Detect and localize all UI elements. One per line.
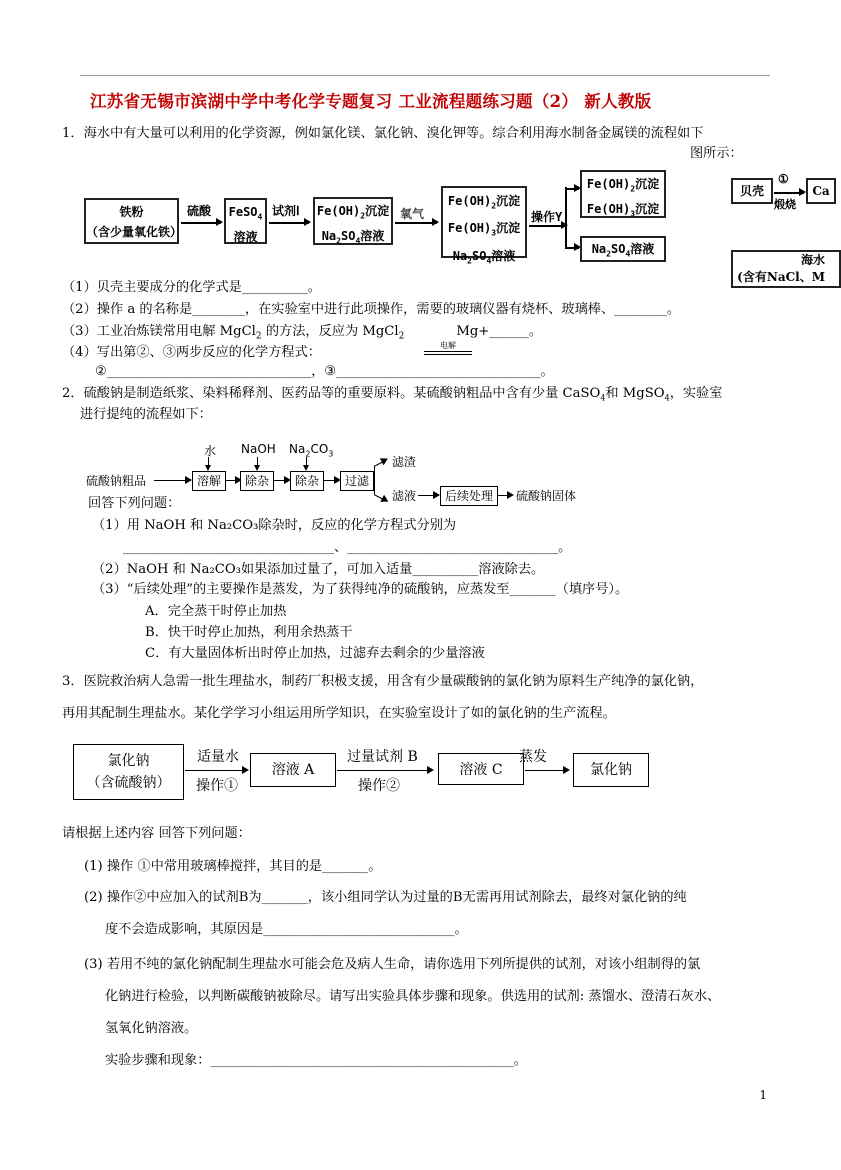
q2-answer-intro: 回答下列问题： xyxy=(88,496,181,511)
reagent-b-label: 过量试剂 B xyxy=(347,749,418,765)
q1-part-1: （1）贝壳主要成分的化学式是__________。 xyxy=(62,280,321,295)
q3-intro-2: 再用其配制生理盐水。某化学学习小组运用所学知识，在实验室设计了如的氯化钠的生产流程。 xyxy=(62,706,616,721)
q1-part-3: （3）工业冶炼镁常用电解 MgCl$_2$ 的方法，反应为 MgCl$_2$ Mg+______。 xyxy=(62,324,543,342)
oxygen-label: 氧气 xyxy=(400,207,425,221)
arrow-shell xyxy=(774,192,804,194)
arrow-5a xyxy=(565,188,579,190)
q2-intro-2: 进行提纯的流程如下： xyxy=(80,407,212,422)
arrow-4 xyxy=(529,225,566,227)
feoh2-row: $Fe(OH)_2$沉淀 xyxy=(447,194,521,211)
naoh-arrow xyxy=(257,457,258,469)
op-y-label: 操作Y xyxy=(531,210,563,224)
water-label: 水 xyxy=(204,444,217,458)
q2-arrow-1 xyxy=(154,480,190,481)
page-number: 1 xyxy=(759,1088,767,1102)
q3-arrow-3 xyxy=(525,770,568,771)
calcine-label: 煅烧 xyxy=(774,198,796,211)
split-line xyxy=(565,187,567,247)
q2-option-c: C．有大量固体析出时停止加热，过滤弃去剩余的少量溶液 xyxy=(145,646,485,661)
feoh-mixed-box xyxy=(441,186,527,266)
na2co3-arrow xyxy=(306,457,307,469)
q3-part-3c: 氢氧化钠溶液。 xyxy=(105,1021,198,1036)
feoh2-ppt-label: $Fe(OH)_2$沉淀 xyxy=(316,204,390,221)
sulfuric-label: 硫酸 xyxy=(187,204,212,218)
iron-label: 铁粉 xyxy=(119,205,144,219)
q2-part-2: （2）NaOH 和 Na₂CO₃如果添加过量了，可加入适量__________溶液除去。 xyxy=(92,562,545,577)
reagent-i-label: 试剂Ⅰ xyxy=(272,204,300,218)
filtrate-label: 滤液 xyxy=(392,489,417,503)
iron-box xyxy=(84,198,183,244)
q2-arrow-5 xyxy=(418,495,438,496)
q3-part-3: (3) 若用不纯的氯化钠配制生理盐水可能会危及病人生命，请你选用下列所提供的试剂，对该小组制得的氯 xyxy=(84,957,701,972)
feoh2-box xyxy=(313,197,393,245)
water-label: 适量水 xyxy=(197,749,239,765)
ppt-feoh3: $Fe(OH)_3$沉淀 xyxy=(586,202,660,219)
q2-intro: 2．硫酸钠是制造纸浆、染料稀释剂、医药品等的重要原料。某硫酸钠粗品中含有少量 CaSO$_4$和 MgSO$_4$，实验室 xyxy=(62,386,723,403)
q2-part-3: （3）“后续处理”的主要操作是蒸发，为了获得纯净的硫酸钠，应蒸发至_______（填序号）。 xyxy=(92,582,629,597)
na2so4-sol-label: $Na_2SO_4$溶液 xyxy=(321,229,385,246)
electrolysis-line xyxy=(424,354,472,355)
evap-label: 蒸发 xyxy=(519,749,547,765)
na2co3-label: $Na_2CO_3$ xyxy=(289,442,334,459)
ppt-feoh2: $Fe(OH)_2$沉淀 xyxy=(586,177,660,194)
ca-box: Ca xyxy=(806,178,836,204)
shell-box: 贝壳 xyxy=(731,178,773,204)
q2-arrow-4 xyxy=(324,480,339,481)
electrolysis-label: 电解 xyxy=(424,340,472,352)
seawater-box xyxy=(731,250,841,288)
arrow-5b xyxy=(565,247,579,249)
q2-arrow-up xyxy=(374,459,387,466)
seawater-label: 海水 xyxy=(800,253,825,267)
q2-arrow-3 xyxy=(274,480,289,481)
nacl-product-box: 氯化钠 xyxy=(573,753,649,787)
feso4-label: FeSO$_4$ xyxy=(228,205,263,222)
op1-label: 操作① xyxy=(196,778,238,794)
water-arrow xyxy=(208,457,209,469)
dissolve-box: 溶解 xyxy=(192,471,226,491)
header-rule xyxy=(80,75,770,76)
arrow-2 xyxy=(269,222,309,224)
arrow-1 xyxy=(181,222,221,224)
q3-part-3d: 实验步骤和现象：______________________________________________。 xyxy=(105,1053,527,1068)
nacl-raw-label: 氯化钠 xyxy=(107,753,150,769)
q2-split xyxy=(374,466,375,494)
q2-arrow-6 xyxy=(498,495,512,496)
post-box: 后续处理 xyxy=(440,486,498,506)
q1-part-4-line: ②_______________________________，③_______________________________。 xyxy=(95,364,554,379)
circle1-label: ① xyxy=(778,172,789,186)
nacl-raw-sub-label: （含硫酸钠） xyxy=(86,775,171,791)
residue-label: 滤渣 xyxy=(392,455,417,469)
filter-box: 过滤 xyxy=(340,471,374,491)
q1-part-4: （4）写出第②、③两步反应的化学方程式： xyxy=(62,345,321,360)
sol-c-box: 溶液 C xyxy=(438,753,524,785)
na2so4-row: $Na_2SO_4$溶液 xyxy=(452,248,516,266)
remove2-box: 除杂 xyxy=(290,471,324,491)
nacl-raw-box xyxy=(73,744,184,800)
q3-arrow-1 xyxy=(185,770,247,771)
crude-label: 硫酸钠粗品 xyxy=(86,474,147,488)
remove1-box: 除杂 xyxy=(240,471,274,491)
na2so4-box: $Na_2SO_4$溶液 xyxy=(580,236,666,262)
page-title: 江苏省无锡市滨湖中学中考化学专题复习 工业流程题练习题（2） 新人教版 xyxy=(90,92,652,111)
iron-sub-label: （含少量氧化铁） xyxy=(86,225,183,239)
q2-option-a: A．完全蒸干时停止加热 xyxy=(145,604,287,619)
op2-label: 操作② xyxy=(358,778,400,794)
q1-intro-2: 图所示： xyxy=(690,146,743,161)
sol-a-box: 溶液 A xyxy=(250,753,336,787)
naoh-label: NaOH xyxy=(241,442,276,456)
q3-part-2b: 度不会造成影响，其原因是_____________________________。 xyxy=(105,922,468,937)
q2-arrow-down xyxy=(374,494,387,501)
q3-part-3b: 化钠进行检验，以判断碳酸钠被除尽。请写出实验具体步骤和现象。供选用的试剂: 蒸馏水、澄清石灰水、 xyxy=(105,989,721,1004)
q2-option-b: B．快干时停止加热，利用余热蒸干 xyxy=(145,625,353,640)
q3-intro: 3．医院救治病人急需一批生理盐水，制药厂积极支援，用含有少量碳酸钠的氯化钠为原料生产纯净的氯化钠， xyxy=(62,674,704,689)
q3-answer-intro: 请根据上述内容 回答下列问题： xyxy=(62,826,251,841)
feso4-box xyxy=(224,198,267,244)
arrow-3 xyxy=(395,222,437,224)
seawater-sub-label: (含有NaCl、M xyxy=(737,270,825,284)
q1-intro: 1．海水中有大量可以利用的化学资源，例如氯化镁、氯化钠、溴化钾等。综合利用海水制备金属镁的流程如下 xyxy=(62,126,704,141)
q1-part-2: （2）操作 a 的名称是________，在实验室中进行此项操作，需要的玻璃仪器有烧杯、玻璃棒、________。 xyxy=(62,302,681,317)
q2-part-1-line: ________________________________、________________________________。 xyxy=(123,540,572,555)
feoh3-row: $Fe(OH)_3$沉淀 xyxy=(447,221,521,238)
q3-part-1: (1) 操作 ①中常用玻璃棒搅拌，其目的是_______。 xyxy=(84,859,382,874)
q2-part-1: （1）用 NaOH 和 Na₂CO₃除杂时，反应的化学方程式分别为 xyxy=(92,518,457,533)
q2-arrow-2 xyxy=(226,480,240,481)
feso4-sol-label: 溶液 xyxy=(233,230,258,245)
q3-arrow-2 xyxy=(337,770,432,771)
q3-part-2: (2) 操作②中应加入的试剂B为_______，该小组同学认为过量的B无需再用试剂除去，最终对氯化钠的纯 xyxy=(84,890,687,905)
solid-label: 硫酸钠固体 xyxy=(516,489,577,503)
ppt-box xyxy=(580,170,666,218)
